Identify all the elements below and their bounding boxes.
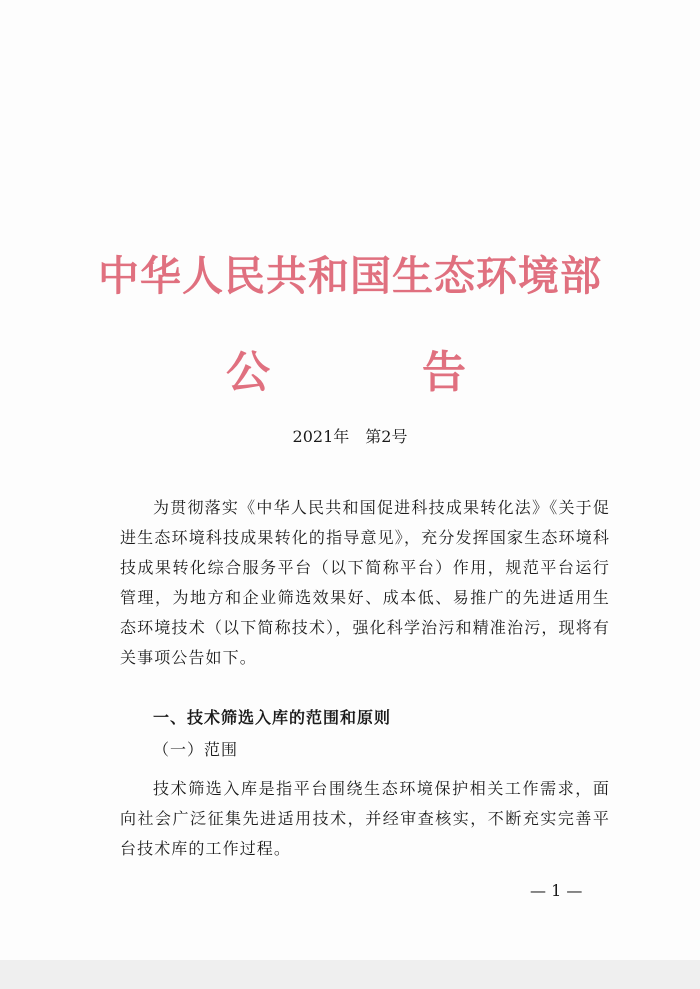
viewer-bottom-strip: [0, 960, 700, 989]
section-paragraph: 技术筛选入库是指平台围绕生态环境保护相关工作需求，面向社会广泛征集先进适用技术，并经审查核实，不断充实完善平台技术库的工作过程。: [120, 779, 610, 858]
intro-paragraph: 为贯彻落实《中华人民共和国促进科技成果转化法》《关于促进生态环境科技成果转化的指导意见》，充分发挥国家生态环境科技成果转化综合服务平台（以下简称平台）作用，规范平台运行管理，为地方和企业筛选效果好、成本低、易推广的先进适用生态环境技术（以下简称技术），强化科学治污和精准治污，现将有关事项公告如下。: [120, 498, 610, 667]
page-number: — 1 —: [530, 881, 583, 900]
document-type-title: [226, 336, 466, 400]
doc-type-char-left: 公: [226, 347, 270, 398]
document-number: 2021年 第2号: [292, 427, 408, 446]
issuer-title: 中华人民共和国生态环境部: [98, 252, 602, 300]
section-heading: 一、技术筛选入库的范围和原则: [153, 708, 392, 727]
subsection-heading: （一）范围: [153, 740, 239, 759]
doc-type-char-right: 告: [422, 347, 466, 398]
